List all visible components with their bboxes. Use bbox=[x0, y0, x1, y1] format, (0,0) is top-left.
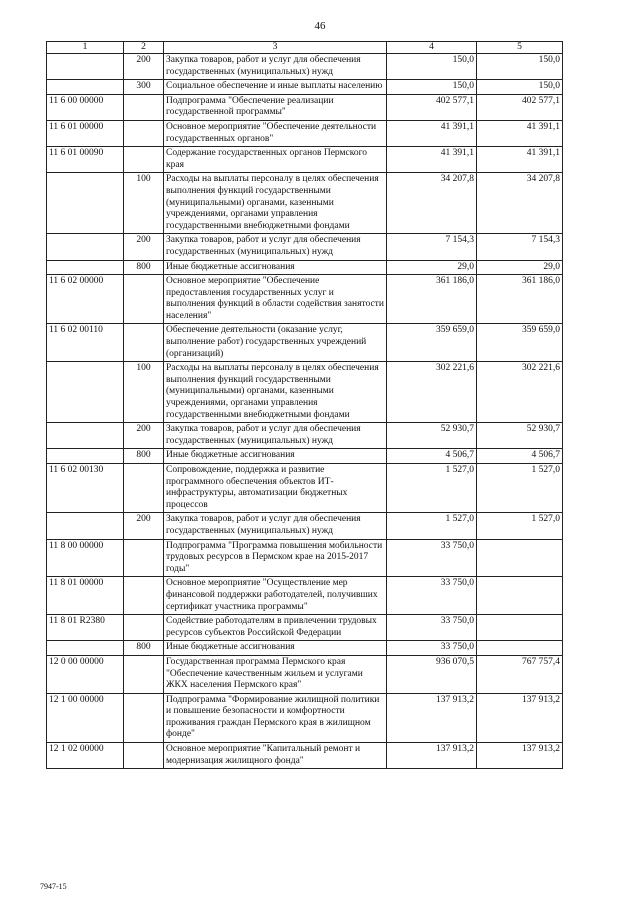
cell-amount-2017: 302 221,6 bbox=[477, 362, 563, 423]
table-row bbox=[47, 615, 563, 641]
table-row bbox=[47, 464, 563, 513]
table-row bbox=[47, 80, 563, 95]
cell-amount-2016: 936 070,5 bbox=[387, 655, 477, 693]
cell-amount-2016: 1 527,0 bbox=[387, 513, 477, 539]
cell-code bbox=[47, 234, 124, 260]
cell-code: 11 8 00 00000 bbox=[47, 539, 124, 577]
table-row bbox=[47, 120, 563, 146]
cell-code bbox=[47, 423, 124, 449]
header-col-2017: 5 bbox=[477, 42, 563, 54]
cell-code: 11 6 00 00000 bbox=[47, 94, 124, 120]
cell-code: 11 6 01 00090 bbox=[47, 147, 124, 173]
cell-amount-2017: 150,0 bbox=[477, 54, 563, 80]
cell-code bbox=[47, 80, 124, 95]
cell-amount-2016: 52 930,7 bbox=[387, 423, 477, 449]
table-row bbox=[47, 260, 563, 275]
cell-expense-type: 200 bbox=[124, 54, 164, 80]
table-row bbox=[47, 655, 563, 693]
cell-amount-2017 bbox=[477, 615, 563, 641]
cell-name: Закупка товаров, работ и услуг для обеспечения государственных (муниципальных) нужд bbox=[164, 234, 387, 260]
cell-name: Содействие работодателям в привлечении трудовых ресурсов субъектов Российской Федерации bbox=[164, 615, 387, 641]
cell-code: 12 1 02 00000 bbox=[47, 743, 124, 769]
cell-code bbox=[47, 449, 124, 464]
cell-expense-type bbox=[124, 275, 164, 324]
cell-expense-type bbox=[124, 324, 164, 362]
cell-name: Основное мероприятие "Осуществление мер финансовой поддержки работодателей, получивших сертификат участника программы" bbox=[164, 577, 387, 615]
cell-amount-2017: 361 186,0 bbox=[477, 275, 563, 324]
cell-code bbox=[47, 54, 124, 80]
cell-amount-2017 bbox=[477, 539, 563, 577]
cell-amount-2016: 29,0 bbox=[387, 260, 477, 275]
page-number: 46 bbox=[314, 20, 326, 32]
table-row bbox=[47, 147, 563, 173]
cell-amount-2016: 402 577,1 bbox=[387, 94, 477, 120]
cell-code bbox=[47, 362, 124, 423]
cell-name: Основное мероприятие "Обеспечение деятельности государственных органов" bbox=[164, 120, 387, 146]
table-row bbox=[47, 324, 563, 362]
cell-amount-2017: 137 913,2 bbox=[477, 743, 563, 769]
cell-expense-type: 200 bbox=[124, 234, 164, 260]
cell-amount-2017: 41 391,1 bbox=[477, 147, 563, 173]
cell-expense-type: 100 bbox=[124, 173, 164, 234]
cell-expense-type bbox=[124, 147, 164, 173]
cell-amount-2017: 29,0 bbox=[477, 260, 563, 275]
table-header-row bbox=[47, 42, 563, 54]
table-row bbox=[47, 449, 563, 464]
cell-name: Расходы на выплаты персоналу в целях обеспечения выполнения функций государственными (муниципальными) органами, казенными учреждениями, органами управления государственными внебюджетными фондами bbox=[164, 362, 387, 423]
cell-code bbox=[47, 513, 124, 539]
cell-expense-type bbox=[124, 693, 164, 742]
table-row bbox=[47, 173, 563, 234]
cell-amount-2016: 33 750,0 bbox=[387, 577, 477, 615]
cell-amount-2017: 150,0 bbox=[477, 80, 563, 95]
cell-amount-2016: 41 391,1 bbox=[387, 147, 477, 173]
cell-amount-2016: 4 506,7 bbox=[387, 449, 477, 464]
cell-name: Подпрограмма "Обеспечение реализации государственной программы" bbox=[164, 94, 387, 120]
cell-name: Государственная программа Пермского края "Обеспечение качественным жильем и услугами ЖКХ населения Пермского края" bbox=[164, 655, 387, 693]
cell-amount-2016: 150,0 bbox=[387, 54, 477, 80]
cell-amount-2017 bbox=[477, 641, 563, 656]
cell-code: 12 1 00 00000 bbox=[47, 693, 124, 742]
cell-expense-type: 200 bbox=[124, 513, 164, 539]
cell-amount-2017: 402 577,1 bbox=[477, 94, 563, 120]
table-row bbox=[47, 362, 563, 423]
cell-expense-type: 200 bbox=[124, 423, 164, 449]
document-code: 7947-15 bbox=[40, 882, 67, 891]
cell-amount-2016: 33 750,0 bbox=[387, 641, 477, 656]
cell-amount-2017: 34 207,8 bbox=[477, 173, 563, 234]
cell-amount-2017: 137 913,2 bbox=[477, 693, 563, 742]
cell-expense-type bbox=[124, 655, 164, 693]
cell-name: Закупка товаров, работ и услуг для обеспечения государственных (муниципальных) нужд bbox=[164, 423, 387, 449]
cell-amount-2016: 137 913,2 bbox=[387, 743, 477, 769]
cell-amount-2017: 52 930,7 bbox=[477, 423, 563, 449]
cell-amount-2016: 41 391,1 bbox=[387, 120, 477, 146]
cell-name: Сопровождение, поддержка и развитие программного обеспечения объектов ИТ-инфраструктуры, автоматизации бюджетных процессов bbox=[164, 464, 387, 513]
header-col-code: 1 bbox=[47, 42, 124, 54]
cell-amount-2017: 1 527,0 bbox=[477, 513, 563, 539]
cell-expense-type bbox=[124, 464, 164, 513]
cell-code: 11 8 01 R2380 bbox=[47, 615, 124, 641]
cell-amount-2016: 33 750,0 bbox=[387, 539, 477, 577]
table-row bbox=[47, 577, 563, 615]
header-col-type: 2 bbox=[124, 42, 164, 54]
cell-name: Иные бюджетные ассигнования bbox=[164, 260, 387, 275]
cell-expense-type bbox=[124, 743, 164, 769]
table-row bbox=[47, 94, 563, 120]
cell-amount-2017: 41 391,1 bbox=[477, 120, 563, 146]
cell-amount-2016: 33 750,0 bbox=[387, 615, 477, 641]
table-row bbox=[47, 54, 563, 80]
cell-code: 11 6 02 00130 bbox=[47, 464, 124, 513]
cell-name: Обеспечение деятельности (оказание услуг, выполнение работ) государственных учреждений (организаций) bbox=[164, 324, 387, 362]
cell-name: Содержание государственных органов Пермского края bbox=[164, 147, 387, 173]
cell-name: Подпрограмма "Программа повышения мобильности трудовых ресурсов в Пермском крае на 2015-2017 годы" bbox=[164, 539, 387, 577]
table-row bbox=[47, 275, 563, 324]
cell-name: Основное мероприятие "Капитальный ремонт и модернизация жилищного фонда" bbox=[164, 743, 387, 769]
table-row bbox=[47, 234, 563, 260]
table-row bbox=[47, 423, 563, 449]
cell-code: 11 6 01 00000 bbox=[47, 120, 124, 146]
cell-name: Иные бюджетные ассигнования bbox=[164, 641, 387, 656]
cell-name: Подпрограмма "Формирование жилищной политики и повышение безопасности и комфортности проживания граждан Пермского края в жилищном фонде" bbox=[164, 693, 387, 742]
cell-amount-2017: 4 506,7 bbox=[477, 449, 563, 464]
cell-expense-type: 300 bbox=[124, 80, 164, 95]
table-row bbox=[47, 693, 563, 742]
cell-amount-2016: 34 207,8 bbox=[387, 173, 477, 234]
cell-amount-2017: 359 659,0 bbox=[477, 324, 563, 362]
cell-expense-type: 800 bbox=[124, 449, 164, 464]
cell-expense-type bbox=[124, 615, 164, 641]
cell-code: 11 6 02 00110 bbox=[47, 324, 124, 362]
cell-amount-2017: 767 757,4 bbox=[477, 655, 563, 693]
cell-code: 11 6 02 00000 bbox=[47, 275, 124, 324]
header-col-2016: 4 bbox=[387, 42, 477, 54]
cell-expense-type bbox=[124, 120, 164, 146]
table-row bbox=[47, 513, 563, 539]
cell-expense-type bbox=[124, 539, 164, 577]
cell-expense-type: 100 bbox=[124, 362, 164, 423]
cell-amount-2016: 359 659,0 bbox=[387, 324, 477, 362]
cell-expense-type: 800 bbox=[124, 260, 164, 275]
cell-code bbox=[47, 260, 124, 275]
table-row bbox=[47, 641, 563, 656]
cell-code bbox=[47, 173, 124, 234]
cell-expense-type bbox=[124, 94, 164, 120]
cell-amount-2016: 150,0 bbox=[387, 80, 477, 95]
cell-name: Основное мероприятие "Обеспечение предоставления государственных услуг и выполнения функций в области содействия занятости населения" bbox=[164, 275, 387, 324]
cell-amount-2016: 137 913,2 bbox=[387, 693, 477, 742]
cell-code: 12 0 00 00000 bbox=[47, 655, 124, 693]
cell-name: Расходы на выплаты персоналу в целях обеспечения выполнения функций государственными (муниципальными) органами, казенными учреждениями, органами управления государственными внебюджетными фондами bbox=[164, 173, 387, 234]
cell-amount-2016: 302 221,6 bbox=[387, 362, 477, 423]
cell-name: Закупка товаров, работ и услуг для обеспечения государственных (муниципальных) нужд bbox=[164, 54, 387, 80]
budget-table bbox=[46, 41, 563, 769]
cell-amount-2017 bbox=[477, 577, 563, 615]
table-row bbox=[47, 743, 563, 769]
table-row bbox=[47, 539, 563, 577]
cell-amount-2016: 1 527,0 bbox=[387, 464, 477, 513]
cell-amount-2016: 7 154,3 bbox=[387, 234, 477, 260]
cell-expense-type bbox=[124, 577, 164, 615]
cell-name: Иные бюджетные ассигнования bbox=[164, 449, 387, 464]
cell-amount-2017: 7 154,3 bbox=[477, 234, 563, 260]
cell-code bbox=[47, 641, 124, 656]
cell-amount-2017: 1 527,0 bbox=[477, 464, 563, 513]
cell-name: Закупка товаров, работ и услуг для обеспечения государственных (муниципальных) нужд bbox=[164, 513, 387, 539]
cell-expense-type: 800 bbox=[124, 641, 164, 656]
header-col-name: 3 bbox=[164, 42, 387, 54]
cell-code: 11 8 01 00000 bbox=[47, 577, 124, 615]
cell-amount-2016: 361 186,0 bbox=[387, 275, 477, 324]
cell-name: Социальное обеспечение и иные выплаты населению bbox=[164, 80, 387, 95]
